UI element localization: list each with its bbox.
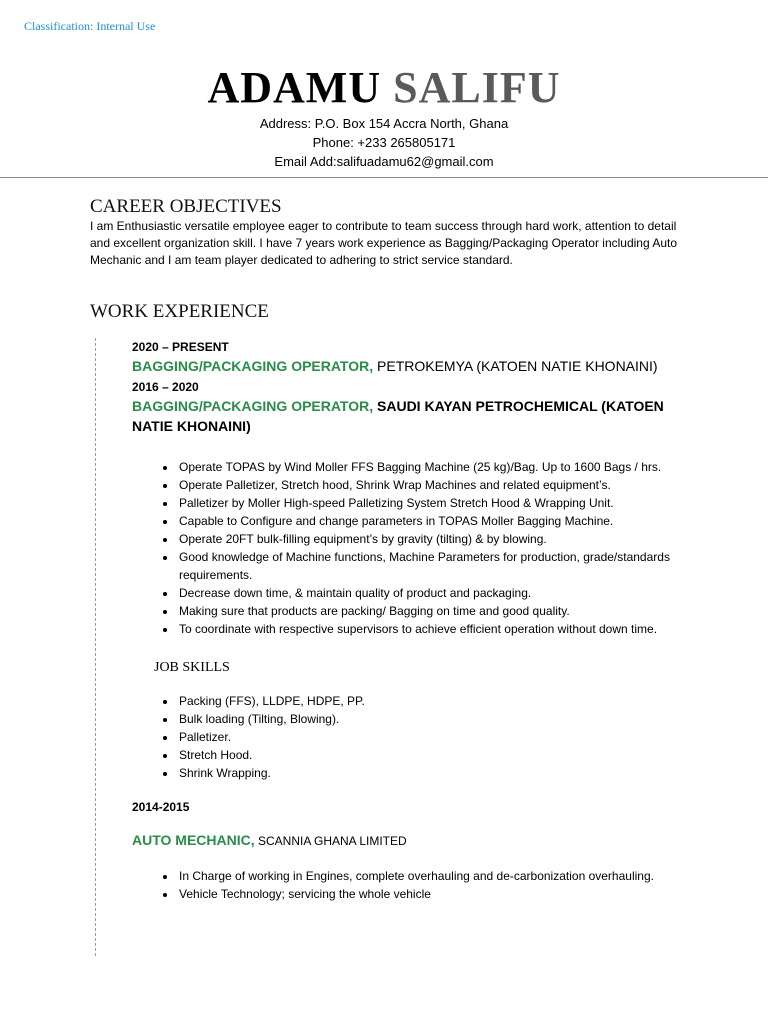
list-item: • Decrease down time, & maintain quality of product and packaging.: [177, 584, 672, 602]
address-line: Address: P.O. Box 154 Accra North, Ghana: [259, 116, 509, 131]
list-item: • Palletizer.: [177, 728, 672, 746]
job3-title: AUTO MECHANIC,: [132, 832, 255, 848]
job2-role: [132, 396, 672, 436]
job1-dates: 2020 – PRESENT: [132, 340, 229, 354]
job-skills-heading: JOB SKILLS: [154, 660, 230, 675]
job3-company: SCANNIA GHANA LIMITED: [254, 834, 407, 848]
list-item: • Vehicle Technology; servicing the whole vehicle: [177, 885, 672, 903]
list-item: • Shrink Wrapping.: [177, 764, 672, 782]
contact-block: [0, 114, 768, 171]
list-item: • Bulk loading (Tilting, Blowing).: [177, 710, 672, 728]
job2-company: SAUDI KAYAN PETROCHEMICAL (KATOEN NATIE KHONAINI): [132, 398, 664, 434]
list-item: • In Charge of working in Engines, complete overhauling and de-carbonization overhauling.: [177, 867, 672, 885]
career-objectives-heading: CAREER OBJECTIVES: [90, 196, 282, 217]
job2-dates: 2016 – 2020: [132, 380, 199, 394]
list-item: • Operate TOPAS by Wind Moller FFS Bagging Machine (25 kg)/Bag. Up to 1600 Bags / hrs.: [177, 458, 672, 476]
list-item: • Capable to Configure and change parameters in TOPAS Moller Bagging Machine.: [177, 512, 672, 530]
job3-role: [132, 830, 672, 851]
last-name: SALIFU: [393, 63, 561, 112]
list-item: • Palletizer by Moller High-speed Palletizing System Stretch Hood & Wrapping Unit.: [177, 494, 672, 512]
list-item: • Good knowledge of Machine functions, Machine Parameters for production, grade/standards requirements.: [177, 548, 672, 584]
list-item: • Stretch Hood.: [177, 746, 672, 764]
work-experience-heading: WORK EXPERIENCE: [90, 301, 269, 322]
candidate-name: [0, 62, 768, 114]
list-item: • To coordinate with respective supervisors to achieve efficient operation without down time.: [177, 620, 672, 638]
skills-list: [132, 692, 672, 782]
work-experience-content: [132, 338, 672, 903]
job2-title: BAGGING/PACKAGING OPERATOR,: [132, 398, 374, 414]
email-line: Email Add:salifuadamu62@gmail.com: [274, 154, 494, 169]
list-item: • Operate Palletizer, Stretch hood, Shrink Wrap Machines and related equipment’s.: [177, 476, 672, 494]
list-item: • Packing (FFS), LLDPE, HDPE, PP.: [177, 692, 672, 710]
classification-label: Classification: Internal Use: [24, 19, 156, 33]
job1-company: PETROKEMYA (KATOEN NATIE KHONAINI): [373, 358, 658, 374]
mechanic-duties-list: [132, 867, 672, 903]
career-objectives-text: I am Enthusiastic versatile employee eager to contribute to team success through hard work, attention to detail and excellent organization skill. I have 7 years work experience as Bagging/Packaging Operator including Auto Mechanic and I am team player dedicated to adhering to strict service standard.: [90, 219, 678, 267]
list-item: • Operate 20FT bulk-filling equipment’s by gravity (tilting) & by blowing.: [177, 530, 672, 548]
job3-dates: 2014-2015: [132, 800, 190, 814]
job1-role: [132, 356, 672, 376]
duties-list: [132, 458, 672, 638]
job1-title: BAGGING/PACKAGING OPERATOR,: [132, 358, 374, 374]
header-divider: [0, 177, 768, 178]
section-side-rule: [95, 338, 96, 956]
phone-line: Phone: +233 265805171: [312, 135, 456, 150]
list-item: • Making sure that products are packing/ Bagging on time and good quality.: [177, 602, 672, 620]
first-name: ADAMU: [207, 63, 382, 112]
